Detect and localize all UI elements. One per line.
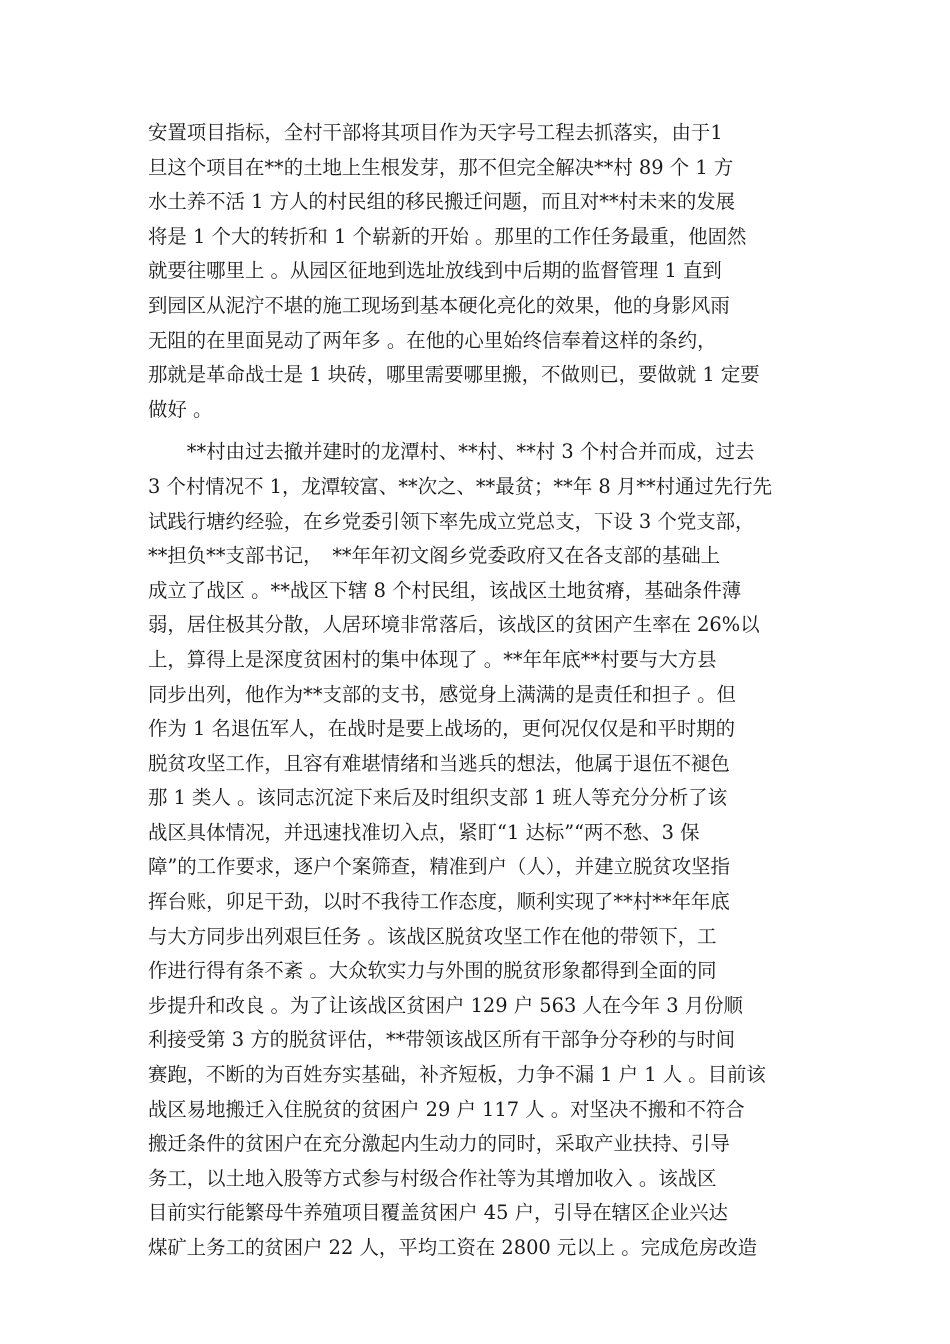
text-line: **村由过去撤并建时的龙潭村、**村、**村 3 个村合并而成，过去 (148, 440, 755, 464)
paragraph-1 (148, 116, 824, 427)
text-line: 目前实行能繁母牛养殖项目覆盖贫困户 45 户，引导在辖区企业兴达 (148, 1201, 728, 1225)
text-line: 作为 1 名退伍军人，在战时是要上战场的，更何况仅仅是和平时期的 (148, 717, 735, 741)
document-body (148, 116, 824, 1266)
text-line: 利接受第 3 方的脱贫评估，**带领该战区所有干部争分夺秒的与时间 (148, 1028, 735, 1052)
text-line: 到园区从泥泞不堪的施工现场到基本硬化亮化的效果，他的身影风雨 (148, 293, 730, 317)
text-line: 挥台账，卯足干劲，以时不我待工作态度，顺利实现了**村**年年底 (148, 890, 730, 914)
paragraph-gap (148, 427, 824, 435)
text-line: 上，算得上是深度贫困村的集中体现了 。**年年底**村要与大方县 (148, 647, 717, 671)
text-line: 障”的工作要求，逐户个案筛查，精准到户（人），并建立脱贫攻坚指 (148, 855, 730, 879)
text-line: 脱贫攻坚工作，且容有难堪情绪和当逃兵的想法，他属于退伍不褪色 (148, 751, 730, 775)
text-line: 弱，居住极其分散，人居环境非常落后，该战区的贫困产生率在 26%以 (148, 613, 760, 637)
paragraph-2 (148, 435, 824, 1265)
text-line: 将是 1 个大的转折和 1 个崭新的开始 。那里的工作任务最重，他固然 (148, 224, 747, 248)
text-line: 作进行得有条不紊 。大众软实力与外围的脱贫形象都得到全面的同 (148, 959, 717, 983)
text-line: 战区具体情况，并迅速找准切入点，紧盯“1 达标”“两不愁、3 保 (148, 820, 700, 844)
text-line: 旦这个项目在**的土地上生根发芽，那不但完全解决**村 89 个 1 方 (148, 155, 734, 179)
text-line: 3 个村情况不 1，龙潭较富、**次之、**最贫；**年 8 月**村通过先行先 (148, 474, 772, 498)
text-line: 搬迁条件的贫困户在充分激起内生动力的同时，采取产业扶持、引导 (148, 1132, 730, 1156)
text-line: 步提升和改良 。为了让该战区贫困户 129 户 563 人在今年 3 月份顺 (148, 993, 743, 1017)
text-line: 就要往哪里上 。从园区征地到选址放线到中后期的监督管理 1 直到 (148, 259, 722, 283)
text-line: 无阻的在里面晃动了两年多 。在他的心里始终信奉着这样的条约， (148, 328, 717, 352)
text-line: 试践行塘约经验，在乡党委引领下率先成立党总支，下设 3 个党支部， (148, 509, 755, 533)
text-line: 安置项目指标，全村干部将其项目作为天字号工程去抓落实，由于1 (148, 121, 723, 144)
text-line: 赛跑，不断的为百姓夯实基础，补齐短板，力争不漏 1 户 1 人 。目前该 (148, 1063, 766, 1087)
text-line: 战区易地搬迁入住脱贫的贫困户 29 户 117 人 。对坚决不搬和不符合 (148, 1097, 745, 1121)
text-line: 水土养不活 1 方人的村民组的移民搬迁问题，而且对**村未来的发展 (148, 190, 735, 214)
text-line: 做好 。 (148, 397, 213, 421)
text-line: 那就是革命战士是 1 块砖，哪里需要哪里搬，不做则已，要做就 1 定要 (148, 363, 760, 387)
text-line: 与大方同步出列艰巨任务 。该战区脱贫攻坚工作在他的带领下，工 (148, 924, 717, 948)
text-line: 煤矿上务工的贫困户 22 人，平均工资在 2800 元以上 。完成危房改造 (148, 1236, 757, 1259)
text-line: 同步出列，他作为**支部的支书，感觉身上满满的是责任和担子 。但 (148, 682, 736, 706)
text-line: **担负**支部书记， **年年初文阁乡党委政府又在各支部的基础上 (148, 544, 721, 568)
text-line: 成立了战区 。**战区下辖 8 个村民组，该战区土地贫瘠，基础条件薄 (148, 578, 742, 602)
text-line: 那 1 类人 。该同志沉淀下来后及时组织支部 1 班人等充分分析了该 (148, 786, 728, 810)
text-line: 务工，以土地入股等方式参与村级合作社等为其增加收入 。该战区 (148, 1166, 717, 1190)
